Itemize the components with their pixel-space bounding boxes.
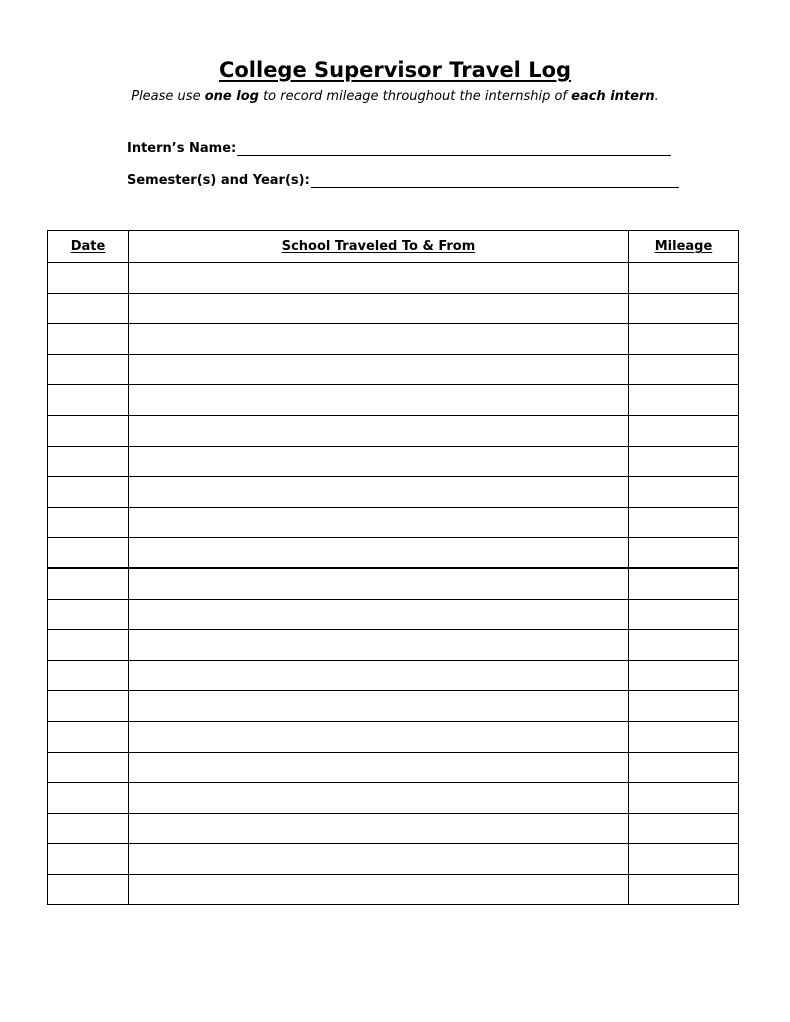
instructions-emphasis-2: each intern [571, 89, 655, 104]
mileage-cell[interactable] [629, 568, 739, 599]
date-cell[interactable] [48, 415, 129, 446]
mileage-cell[interactable] [629, 354, 739, 385]
table-row [48, 752, 739, 783]
mileage-cell[interactable] [629, 293, 739, 324]
table-row [48, 874, 739, 905]
mileage-cell[interactable] [629, 691, 739, 722]
mileage-cell[interactable] [629, 783, 739, 814]
table-body [48, 263, 739, 905]
school-cell[interactable] [129, 813, 629, 844]
school-cell[interactable] [129, 874, 629, 905]
date-cell[interactable] [48, 660, 129, 691]
date-cell[interactable] [48, 324, 129, 355]
school-cell[interactable] [129, 446, 629, 477]
instructions-text-2: to record mileage throughout the internship of [258, 89, 572, 104]
date-cell[interactable] [48, 538, 129, 569]
date-cell[interactable] [48, 874, 129, 905]
date-cell[interactable] [48, 354, 129, 385]
table-row [48, 721, 739, 752]
school-cell[interactable] [129, 660, 629, 691]
school-cell[interactable] [129, 599, 629, 630]
school-cell[interactable] [129, 415, 629, 446]
school-cell[interactable] [129, 324, 629, 355]
mileage-cell[interactable] [629, 813, 739, 844]
table-row [48, 446, 739, 477]
mileage-cell[interactable] [629, 630, 739, 661]
school-cell[interactable] [129, 477, 629, 508]
semester-year-label: Semester(s) and Year(s): [127, 173, 310, 188]
table-row [48, 293, 739, 324]
mileage-cell[interactable] [629, 538, 739, 569]
date-cell[interactable] [48, 385, 129, 416]
intern-name-label: Intern’s Name: [127, 141, 237, 156]
school-cell[interactable] [129, 783, 629, 814]
table-row [48, 660, 739, 691]
table-header-row [48, 231, 739, 263]
table-row [48, 538, 739, 569]
instructions-text-3: . [654, 89, 659, 104]
table-row [48, 630, 739, 661]
table-row [48, 415, 739, 446]
table-row [48, 844, 739, 875]
mileage-cell[interactable] [629, 507, 739, 538]
table-row [48, 691, 739, 722]
mileage-cell[interactable] [629, 477, 739, 508]
date-cell[interactable] [48, 752, 129, 783]
school-cell[interactable] [129, 691, 629, 722]
table-row [48, 263, 739, 294]
instructions [0, 89, 790, 104]
table-row [48, 324, 739, 355]
instructions-emphasis-1: one log [204, 89, 259, 104]
date-cell[interactable] [48, 599, 129, 630]
table-row [48, 385, 739, 416]
mileage-cell[interactable] [629, 446, 739, 477]
column-header-school: School Traveled To & From [129, 231, 629, 263]
column-header-date: Date [48, 231, 129, 263]
date-cell[interactable] [48, 813, 129, 844]
mileage-cell[interactable] [629, 844, 739, 875]
intern-name-field [127, 141, 671, 156]
date-cell[interactable] [48, 691, 129, 722]
date-cell[interactable] [48, 568, 129, 599]
table-row [48, 599, 739, 630]
mileage-cell[interactable] [629, 385, 739, 416]
school-cell[interactable] [129, 721, 629, 752]
school-cell[interactable] [129, 385, 629, 416]
date-cell[interactable] [48, 446, 129, 477]
table-row [48, 568, 739, 599]
table-row [48, 783, 739, 814]
date-cell[interactable] [48, 293, 129, 324]
date-cell[interactable] [48, 844, 129, 875]
date-cell[interactable] [48, 263, 129, 294]
date-cell[interactable] [48, 630, 129, 661]
school-cell[interactable] [129, 263, 629, 294]
school-cell[interactable] [129, 354, 629, 385]
school-cell[interactable] [129, 538, 629, 569]
table-row [48, 813, 739, 844]
mileage-cell[interactable] [629, 324, 739, 355]
mileage-cell[interactable] [629, 660, 739, 691]
semester-year-field [127, 173, 679, 188]
school-cell[interactable] [129, 293, 629, 324]
date-cell[interactable] [48, 783, 129, 814]
instructions-text-1: Please use [131, 89, 205, 104]
mileage-cell[interactable] [629, 415, 739, 446]
date-cell[interactable] [48, 507, 129, 538]
intern-name-blank[interactable] [237, 141, 671, 156]
mileage-cell[interactable] [629, 599, 739, 630]
school-cell[interactable] [129, 507, 629, 538]
school-cell[interactable] [129, 568, 629, 599]
travel-log-table [47, 230, 739, 905]
school-cell[interactable] [129, 844, 629, 875]
school-cell[interactable] [129, 752, 629, 783]
column-header-mileage: Mileage [629, 231, 739, 263]
semester-year-blank[interactable] [311, 173, 679, 188]
table-row [48, 354, 739, 385]
date-cell[interactable] [48, 721, 129, 752]
mileage-cell[interactable] [629, 752, 739, 783]
date-cell[interactable] [48, 477, 129, 508]
table-row [48, 477, 739, 508]
table-row [48, 507, 739, 538]
school-cell[interactable] [129, 630, 629, 661]
document-title: College Supervisor Travel Log [218, 58, 572, 82]
mileage-cell[interactable] [629, 721, 739, 752]
mileage-cell[interactable] [629, 874, 739, 905]
mileage-cell[interactable] [629, 263, 739, 294]
